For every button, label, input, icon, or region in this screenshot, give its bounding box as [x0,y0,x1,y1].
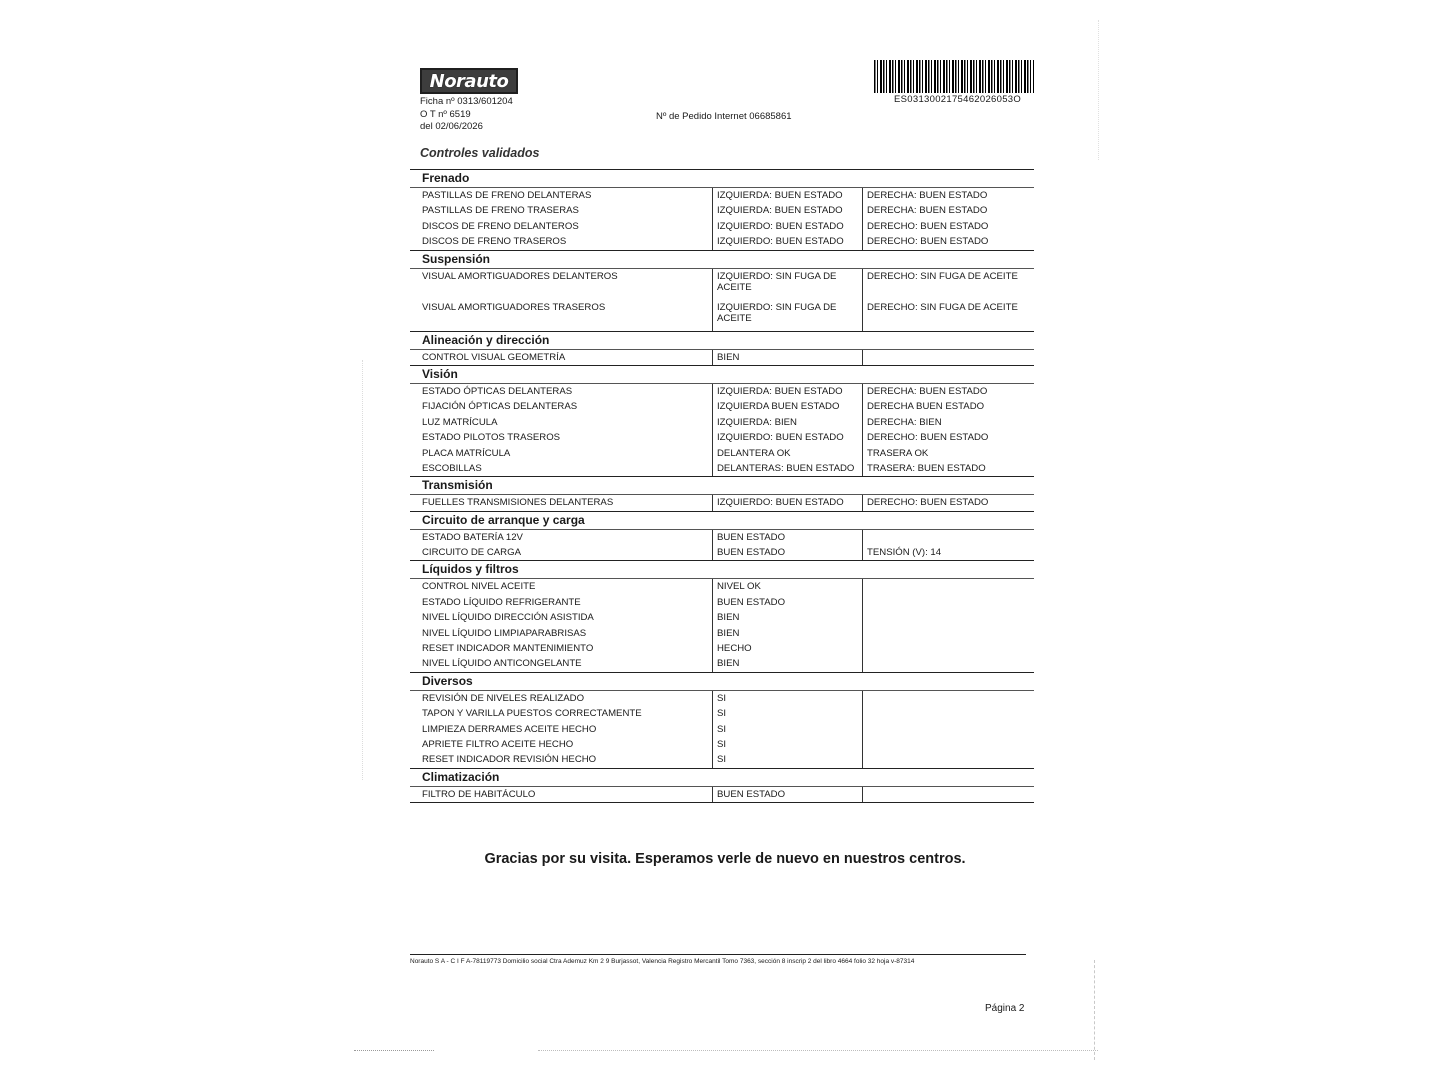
control-result-left: HECHO [712,641,862,656]
control-result-right: DERECHO: BUEN ESTADO [862,234,1022,249]
table-row [410,187,1034,203]
legal-footer: Norauto S A - C I F A-78119773 Domicilio social Ctra Ademuz Km 2 9 Burjassot, Valencia Registro Mercantil Tomo 7363, sección 8 inscrip 2 del libro 4664 folio 32 hoja v-87314 [410,958,915,965]
ficha-date: del 02/06/2026 [420,121,483,132]
control-result-right [862,610,1022,625]
control-result-right: TENSIÓN (V): 14 [862,545,1022,560]
ficha-number: Ficha nº 0313/601204 [420,96,513,107]
control-result-right: DERECHO: SIN FUGA DE ACEITE [862,269,1022,300]
table-row [410,737,1034,752]
control-result-left: BUEN ESTADO [712,595,862,610]
control-result-left: SI [712,706,862,721]
control-name: RESET INDICADOR MANTENIMIENTO [422,643,594,655]
section-1 [410,250,1034,331]
section-8 [410,768,1034,802]
control-name: PASTILLAS DE FRENO TRASERAS [422,205,579,217]
section-title: Suspensión [410,250,1034,268]
control-result-right [862,752,1022,767]
controls-heading: Controles validados [420,146,540,160]
control-name: NIVEL LÍQUIDO DIRECCIÓN ASISTIDA [422,612,594,624]
section-3 [410,365,1034,476]
section-5 [410,511,1034,561]
control-result-left: NIVEL OK [712,579,862,594]
table-row [410,300,1034,331]
control-result-left: IZQUIERDA: BIEN [712,415,862,430]
control-result-left: SI [712,691,862,706]
scan-artifact [362,360,364,780]
table-row [410,529,1034,545]
table-row [410,626,1034,641]
control-result-right [862,722,1022,737]
section-6 [410,560,1034,671]
table-row [410,430,1034,445]
control-result-left: BIEN [712,656,862,671]
control-result-right [862,787,1022,802]
thanks-message: Gracias por su visita. Esperamos verle de nuevo en nuestros centros. [484,851,966,867]
control-result-right [862,579,1022,594]
control-name: ESCOBILLAS [422,462,482,474]
table-row [410,383,1034,399]
table-row [410,595,1034,610]
table-row [410,706,1034,721]
table-row [410,234,1034,249]
document-page [410,56,1040,1056]
control-result-left: SI [712,737,862,752]
controls-table [410,169,1034,803]
table-row [410,446,1034,461]
section-0 [410,169,1034,250]
barcode-number: ES0313002175462026053O [894,94,1022,105]
control-result-right [862,737,1022,752]
control-result-left: SI [712,722,862,737]
ot-number: O T nº 6519 [420,108,471,120]
norauto-logo [420,68,518,94]
section-4 [410,476,1034,510]
control-result-left: IZQUIERDA BUEN ESTADO [712,399,862,414]
control-result-left: BIEN [712,350,862,365]
control-name: FIJACIÓN ÓPTICAS DELANTERAS [422,401,578,413]
table-row [410,641,1034,656]
control-result-right [862,656,1022,671]
control-result-right: DERECHO: SIN FUGA DE ACEITE [862,300,1022,331]
control-name: VISUAL AMORTIGUADORES TRASEROS [422,301,606,313]
control-name: FUELLES TRANSMISIONES DELANTERAS [422,497,614,509]
ficha-info [420,96,513,134]
logo-text: Norauto [429,70,509,92]
control-name: CONTROL NIVEL ACEITE [422,581,536,593]
control-name: PLACA MATRÍCULA [422,447,511,459]
control-result-left: BUEN ESTADO [712,787,862,802]
control-result-left: BIEN [712,626,862,641]
control-result-left: IZQUIERDA: BUEN ESTADO [712,384,862,399]
control-name: ESTADO LÍQUIDO REFRIGERANTE [422,596,581,608]
control-result-right: DERECHA: BUEN ESTADO [862,188,1022,203]
barcode-icon [874,60,1034,93]
control-result-right [862,530,1022,545]
section-title: Circuito de arranque y carga [410,511,1034,529]
control-result-left: IZQUIERDO: SIN FUGA DE ACEITE [712,269,862,300]
table-row [410,399,1034,414]
page-number: Página 2 [985,1003,1025,1014]
control-name: DISCOS DE FRENO DELANTEROS [422,220,579,232]
control-result-right: DERECHO: BUEN ESTADO [862,495,1022,510]
section-title: Climatización [410,768,1034,786]
section-title: Visión [410,365,1034,383]
section-title: Líquidos y filtros [410,560,1034,578]
control-name: ESTADO PILOTOS TRASEROS [422,432,561,444]
scan-artifact [538,1050,1098,1051]
control-result-left: BUEN ESTADO [712,545,862,560]
section-title: Alineación y dirección [410,331,1034,349]
table-row [410,656,1034,671]
control-name: NIVEL LÍQUIDO LIMPIAPARABRISAS [422,627,587,639]
control-result-right: DERECHA BUEN ESTADO [862,399,1022,414]
control-result-right [862,641,1022,656]
section-title: Transmisión [410,476,1034,494]
control-result-right: DERECHO: BUEN ESTADO [862,219,1022,234]
control-result-right [862,350,1022,365]
control-result-right [862,706,1022,721]
table-row [410,786,1034,802]
table-row [410,494,1034,510]
table-row [410,545,1034,560]
control-name: PASTILLAS DE FRENO DELANTERAS [422,190,592,201]
control-result-right: DERECHA: BIEN [862,415,1022,430]
control-name: VISUAL AMORTIGUADORES DELANTEROS [422,270,618,282]
order-number: Nº de Pedido Internet 06685861 [656,111,792,122]
control-name: ESTADO BATERÍA 12V [422,531,523,543]
control-result-left: IZQUIERDO: BUEN ESTADO [712,219,862,234]
section-2 [410,331,1034,365]
control-name: LUZ MATRÍCULA [422,416,498,428]
control-name: REVISIÓN DE NIVELES REALIZADO [422,692,585,704]
control-result-left: SI [712,752,862,767]
section-title: Diversos [410,672,1034,690]
control-result-right: TRASERA: BUEN ESTADO [862,461,1022,476]
control-name: LIMPIEZA DERRAMES ACEITE HECHO [422,723,597,735]
control-name: CIRCUITO DE CARGA [422,547,521,559]
control-result-right [862,626,1022,641]
section-7 [410,672,1034,768]
table-row [410,722,1034,737]
control-name: CONTROL VISUAL GEOMETRÍA [422,351,566,363]
table-row [410,203,1034,218]
control-result-left: IZQUIERDA: BUEN ESTADO [712,203,862,218]
scan-artifact [1094,960,1096,1060]
control-name: NIVEL LÍQUIDO ANTICONGELANTE [422,658,582,670]
control-name: RESET INDICADOR REVISIÓN HECHO [422,754,597,766]
control-name: ESTADO ÓPTICAS DELANTERAS [422,385,573,397]
table-end-divider [410,802,1034,803]
control-result-left: IZQUIERDA: BUEN ESTADO [712,188,862,203]
table-row [410,268,1034,300]
control-name: FILTRO DE HABITÁCULO [422,788,536,800]
control-result-right: DERECHA: BUEN ESTADO [862,203,1022,218]
control-result-right: TRASERA OK [862,446,1022,461]
table-row [410,219,1034,234]
control-result-right: DERECHA: BUEN ESTADO [862,384,1022,399]
control-result-left: BUEN ESTADO [712,530,862,545]
table-row [410,752,1034,767]
control-result-right [862,691,1022,706]
control-result-left: DELANTERAS: BUEN ESTADO [712,461,862,476]
scan-artifact [354,1050,434,1051]
control-name: DISCOS DE FRENO TRASEROS [422,236,567,248]
table-row [410,578,1034,594]
table-row [410,415,1034,430]
footer-divider [410,954,1026,955]
table-row [410,349,1034,365]
section-title: Frenado [410,169,1034,187]
control-result-left: IZQUIERDO: BUEN ESTADO [712,234,862,249]
control-name: APRIETE FILTRO ACEITE HECHO [422,738,574,750]
scan-artifact [1098,20,1100,160]
control-result-left: BIEN [712,610,862,625]
control-result-left: IZQUIERDO: SIN FUGA DE ACEITE [712,300,862,331]
control-result-left: DELANTERA OK [712,446,862,461]
table-row [410,461,1034,476]
control-name: TAPON Y VARILLA PUESTOS CORRECTAMENTE [422,708,642,720]
control-result-right: DERECHO: BUEN ESTADO [862,430,1022,445]
table-row [410,610,1034,625]
control-result-left: IZQUIERDO: BUEN ESTADO [712,495,862,510]
control-result-right [862,595,1022,610]
table-row [410,690,1034,706]
control-result-left: IZQUIERDO: BUEN ESTADO [712,430,862,445]
